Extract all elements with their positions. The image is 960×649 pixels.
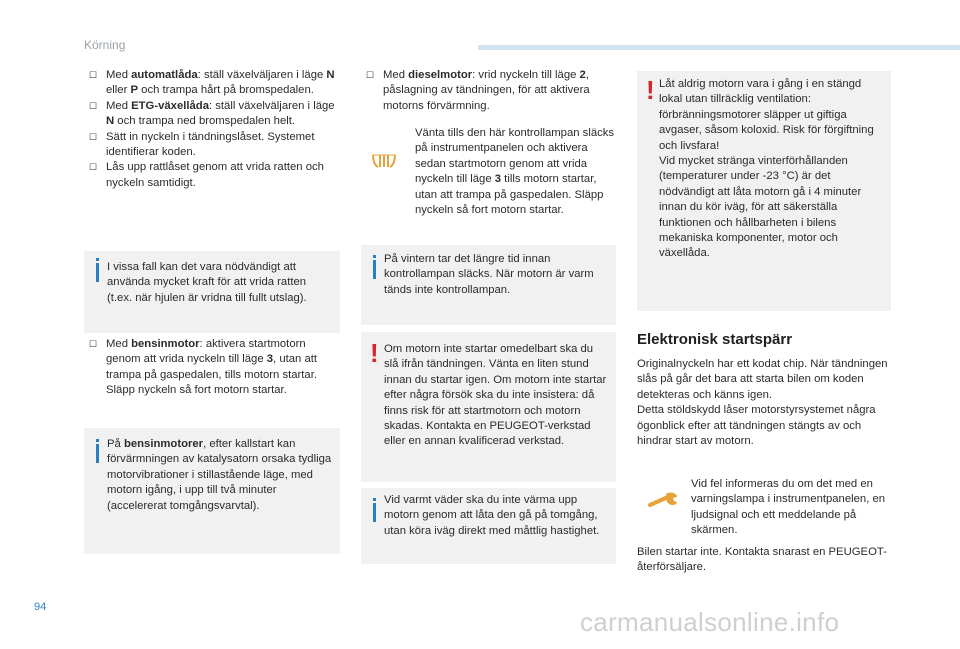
- header-divider: [478, 45, 960, 50]
- checkbox-bullet-icon: ☐: [89, 100, 98, 111]
- list-item: ☐ Lås upp rattlåset genom att vrida ratten och nyckeln samtidigt.: [89, 161, 324, 189]
- info-icon: [96, 263, 99, 282]
- wrench-note: Vid fel informeras du om det med en varningslampa i instrumentpanelen, en ljudsignal och ett meddelande på skärmen.: [691, 478, 886, 537]
- info-box: [361, 245, 616, 325]
- watermark: carmanualsonline.info: [580, 607, 840, 637]
- warning-icon: !: [370, 338, 379, 368]
- warning-box: [361, 332, 616, 482]
- section-title: Körning: [84, 38, 126, 52]
- start-steps-list: [89, 68, 341, 191]
- info-text: På bensinmotorer, efter kallstart kan förvärmningen av katalysatorn orsaka tydliga motorvibrationer i stillastående läge, med motorn igång, i upp till två minuter (accelererat tomgångsvarvtal).: [107, 438, 332, 512]
- section-heading: Elektronisk startspärr: [637, 331, 793, 348]
- info-text: Vid varmt väder ska du inte värma upp motorn genom att låta den gå på tomgång, utan köra iväg direkt med måttlig hastighet.: [384, 494, 600, 537]
- checkbox-bullet-icon: ☐: [366, 70, 375, 80]
- checkbox-bullet-icon: ☐: [89, 70, 98, 80]
- info-text: På vintern tar det längre tid innan kontrollampan släcks. När motorn är varm tänds inte kontrollampan.: [384, 253, 594, 296]
- petrol-start-list: [89, 337, 341, 399]
- warning-box: [637, 71, 891, 311]
- info-icon: [373, 503, 376, 522]
- list-item: ☐ Sätt in nyckeln i tändningslåset. Systemet identifierar koden.: [89, 130, 315, 159]
- page-number: 94: [34, 601, 47, 613]
- info-box: [84, 251, 340, 333]
- checkbox-bullet-icon: ☐: [89, 339, 98, 349]
- warning-icon: !: [646, 75, 655, 105]
- list-item: ☐ Med automatlåda: ställ växelväljaren i läge N eller P och trampa hårt på bromspedalen.: [89, 69, 335, 97]
- glow-plug-icon: [370, 151, 398, 178]
- immobilizer-paragraph: Originalnyckeln har ett kodat chip. När tändningen slås på går det bara att starta bilen om koden detekteras och känns igen. Detta stöldskydd låser motorstyrsystemet några ögonblick efter att tändningen stängts av och hindrar start av motorn.: [637, 358, 888, 448]
- glow-plug-note: Vänta tills den här kontrollampan släcks på instrumentpanelen och aktivera sedan startmotorn genom att vrida nyckeln till läge 3 tills motorn startar, utan att trampa på gaspedalen. Släpp nyckeln så fort motorn startar.: [415, 127, 615, 217]
- list-item: ☐ Med dieselmotor: vrid nyckeln till läge 2, påslagning av tändningen, för att aktivera motorns förvärmning.: [366, 69, 590, 112]
- warning-text: Om motorn inte startar omedelbart ska du slå ifrån tändningen. Vänta en liten stund innan du startar igen. Om motorn inte startar efter några försök ska du inte insistera: då finns risk för att startmotorn och motorn skadas. Kontakta en PEUGEOT-verkstad eller en annan kvalificerad verkstad.: [384, 343, 607, 448]
- info-text: I vissa fall kan det vara nödvändigt att använda mycket kraft för att vrida ratten (t.ex. när hjulen är vridna till fullt utslag).: [107, 261, 307, 304]
- diesel-start-list: [366, 68, 616, 114]
- info-box: [361, 488, 616, 564]
- checkbox-bullet-icon: ☐: [89, 131, 98, 142]
- info-icon: [96, 444, 99, 463]
- dealer-paragraph: Bilen startar inte. Kontakta snarast en PEUGEOT-återförsäljare.: [637, 546, 887, 574]
- list-item: ☐ Med ETG-växellåda: ställ växelväljaren i läge N och trampa ned bromspedalen helt.: [89, 99, 335, 128]
- info-box: [84, 428, 340, 554]
- warning-text: Låt aldrig motorn vara i gång i en stängd lokal utan tillräcklig ventilation: förbränningsmotorer släpper ut giftiga avgaser, såsom koloxid. Risk för förgiftning och livsfara! Vid mycket stränga vinterförhållanden (temperaturer under -23 °C) är det nödvändigt att låta motorn gå i 4 minuter innan du kör iväg, för att säkerställa funktionen och hållbarheten i bilens mekaniska komponenter, motor och växellåda.: [659, 78, 874, 260]
- wrench-icon: [646, 491, 680, 516]
- info-icon: [373, 260, 376, 279]
- checkbox-bullet-icon: ☐: [89, 162, 98, 173]
- list-item: ☐ Med bensinmotor: aktivera startmotorn genom att vrida nyckeln till läge 3, utan att trampa på gaspedalen, tills motorn startar. Släpp nyckeln så fort motorn startar.: [89, 338, 318, 397]
